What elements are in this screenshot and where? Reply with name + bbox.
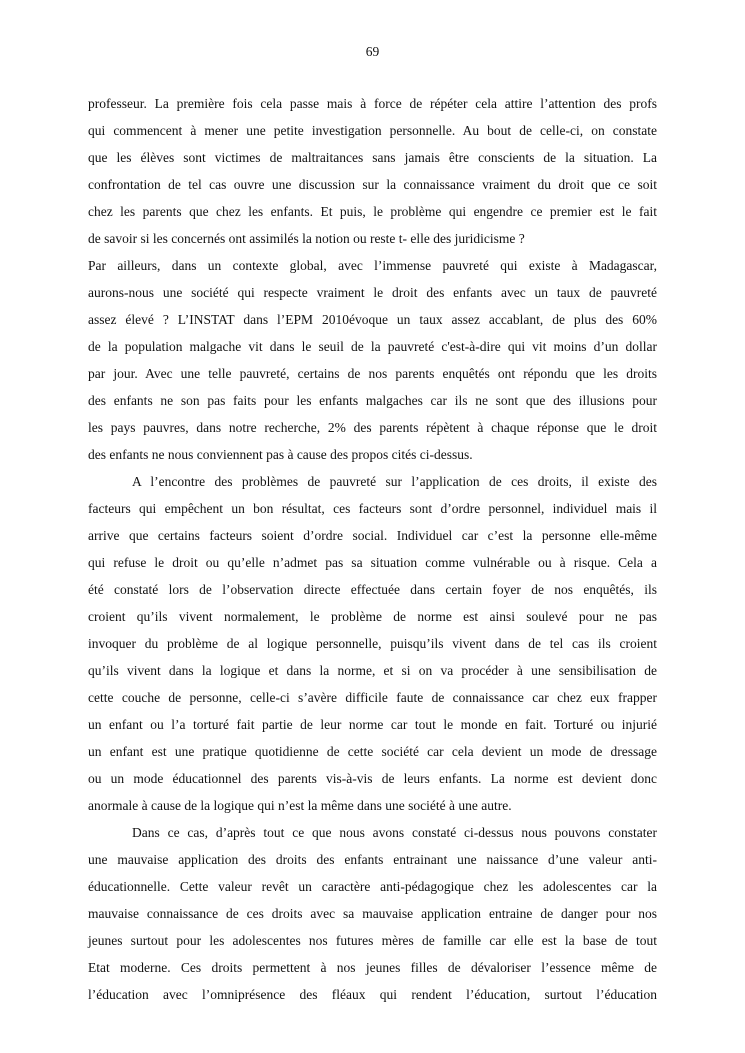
text-line: un enfant ou l’a torturé fait partie de leur norme car tout le monde en fait. Torturé ou injurié: [88, 717, 657, 732]
text-line: chez les parents que chez les enfants. Et puis, le problème qui engendre ce premier est le fait: [88, 204, 657, 219]
text-line: assez élevé ? L’INSTAT dans l’EPM 2010évoque un taux assez accablant, de plus des 60%: [88, 312, 657, 327]
text-line: des enfants ne son pas faits pour les enfants malgaches car ils ne sont que des illusions pour: [88, 393, 657, 408]
text-line: un enfant est une pratique quotidienne de cette société car cela devient un mode de dressage: [88, 744, 657, 759]
text-line: des enfants ne nous conviennent pas à cause des propos cités ci-dessus.: [88, 447, 473, 462]
text-line: qui commencent à mener une petite investigation personnelle. Au bout de celle-ci, on constate: [88, 123, 657, 138]
text-line: mauvaise connaissance de ces droits avec sa mauvaise application entraine de danger pour nos: [88, 906, 657, 921]
text-line: croient qu’ils vivent normalement, le problème de norme est ainsi soulevé pour ne pas: [88, 609, 657, 624]
text-line: arrive que certains facteurs soient d’ordre social. Individuel car c’est la personne elle-même: [88, 528, 657, 543]
text-line: éducationnelle. Cette valeur revêt un caractère anti-pédagogique chez les adolescentes car la: [88, 879, 657, 894]
text-line: invoquer du problème de al logique personnelle, puisqu’ils vivent dans de tel cas ils croient: [88, 636, 657, 651]
text-line: été constaté lors de l’observation directe effectuée dans certain foyer de nos enquêtés, ils: [88, 582, 657, 597]
body-text: [88, 90, 657, 1008]
text-line: A l’encontre des problèmes de pauvreté sur l’application de ces droits, il existe des: [132, 474, 657, 489]
text-line: facteurs qui empêchent un bon résultat, ces facteurs sont d’ordre personnel, individuel mais il: [88, 501, 657, 516]
text-line: par jour. Avec une telle pauvreté, certains de nos parents enquêtés ont répondu que les droits: [88, 366, 657, 381]
text-line: confrontation de tel cas ouvre une discussion sur la connaissance vraiment du droit que ce soit: [88, 177, 657, 192]
text-line: anormale à cause de la logique qui n’est la même dans une société à une autre.: [88, 798, 512, 813]
text-line: jeunes surtout pour les adolescentes nos futures mères de famille car elle est la base de tout: [88, 933, 657, 948]
text-line: de la population malgache vit dans le seuil de la pauvreté c'est-à-dire qui vit moins d’un dollar: [88, 339, 657, 354]
text-line: qu’ils vivent dans la logique et dans la norme, et si on va procéder à une sensibilisation de: [88, 663, 657, 678]
text-line: Par ailleurs, dans un contexte global, avec l’immense pauvreté qui existe à Madagascar,: [88, 258, 657, 273]
text-line: professeur. La première fois cela passe mais à force de répéter cela attire l’attention des profs: [88, 96, 657, 111]
text-line: l’éducation avec l’omniprésence des fléaux qui rendent l’éducation, surtout l’éducation: [88, 987, 657, 1002]
text-line: que les élèves sont victimes de maltraitances sans jamais être conscients de la situation. La: [88, 150, 657, 165]
text-line: aurons-nous une société qui respecte vraiment le droit des enfants avec un taux de pauvreté: [88, 285, 657, 300]
text-line: cette couche de personne, celle-ci s’avère difficile faute de connaissance car chez eux frapper: [88, 690, 657, 705]
text-line: qui refuse le droit ou qu’elle n’admet pas sa situation comme vulnérable ou à risque. Cela a: [88, 555, 657, 570]
text-line: Dans ce cas, d’après tout ce que nous avons constaté ci-dessus nous pouvons constater: [132, 825, 657, 840]
text-line: Etat moderne. Ces droits permettent à nos jeunes filles de dévaloriser l’essence même de: [88, 960, 657, 975]
page-number: 69: [365, 44, 380, 59]
text-line: ou un mode éducationnel des parents vis-à-vis de leurs enfants. La norme est devient donc: [88, 771, 657, 786]
text-line: une mauvaise application des droits des enfants entrainant une naissance d’une valeur anti-: [88, 852, 657, 867]
text-line: les pays pauvres, dans notre recherche, 2% des parents répètent à chaque réponse que le droit: [88, 420, 657, 435]
text-line: de savoir si les concernés ont assimilés la notion ou reste t- elle des juridicisme ?: [88, 231, 525, 246]
